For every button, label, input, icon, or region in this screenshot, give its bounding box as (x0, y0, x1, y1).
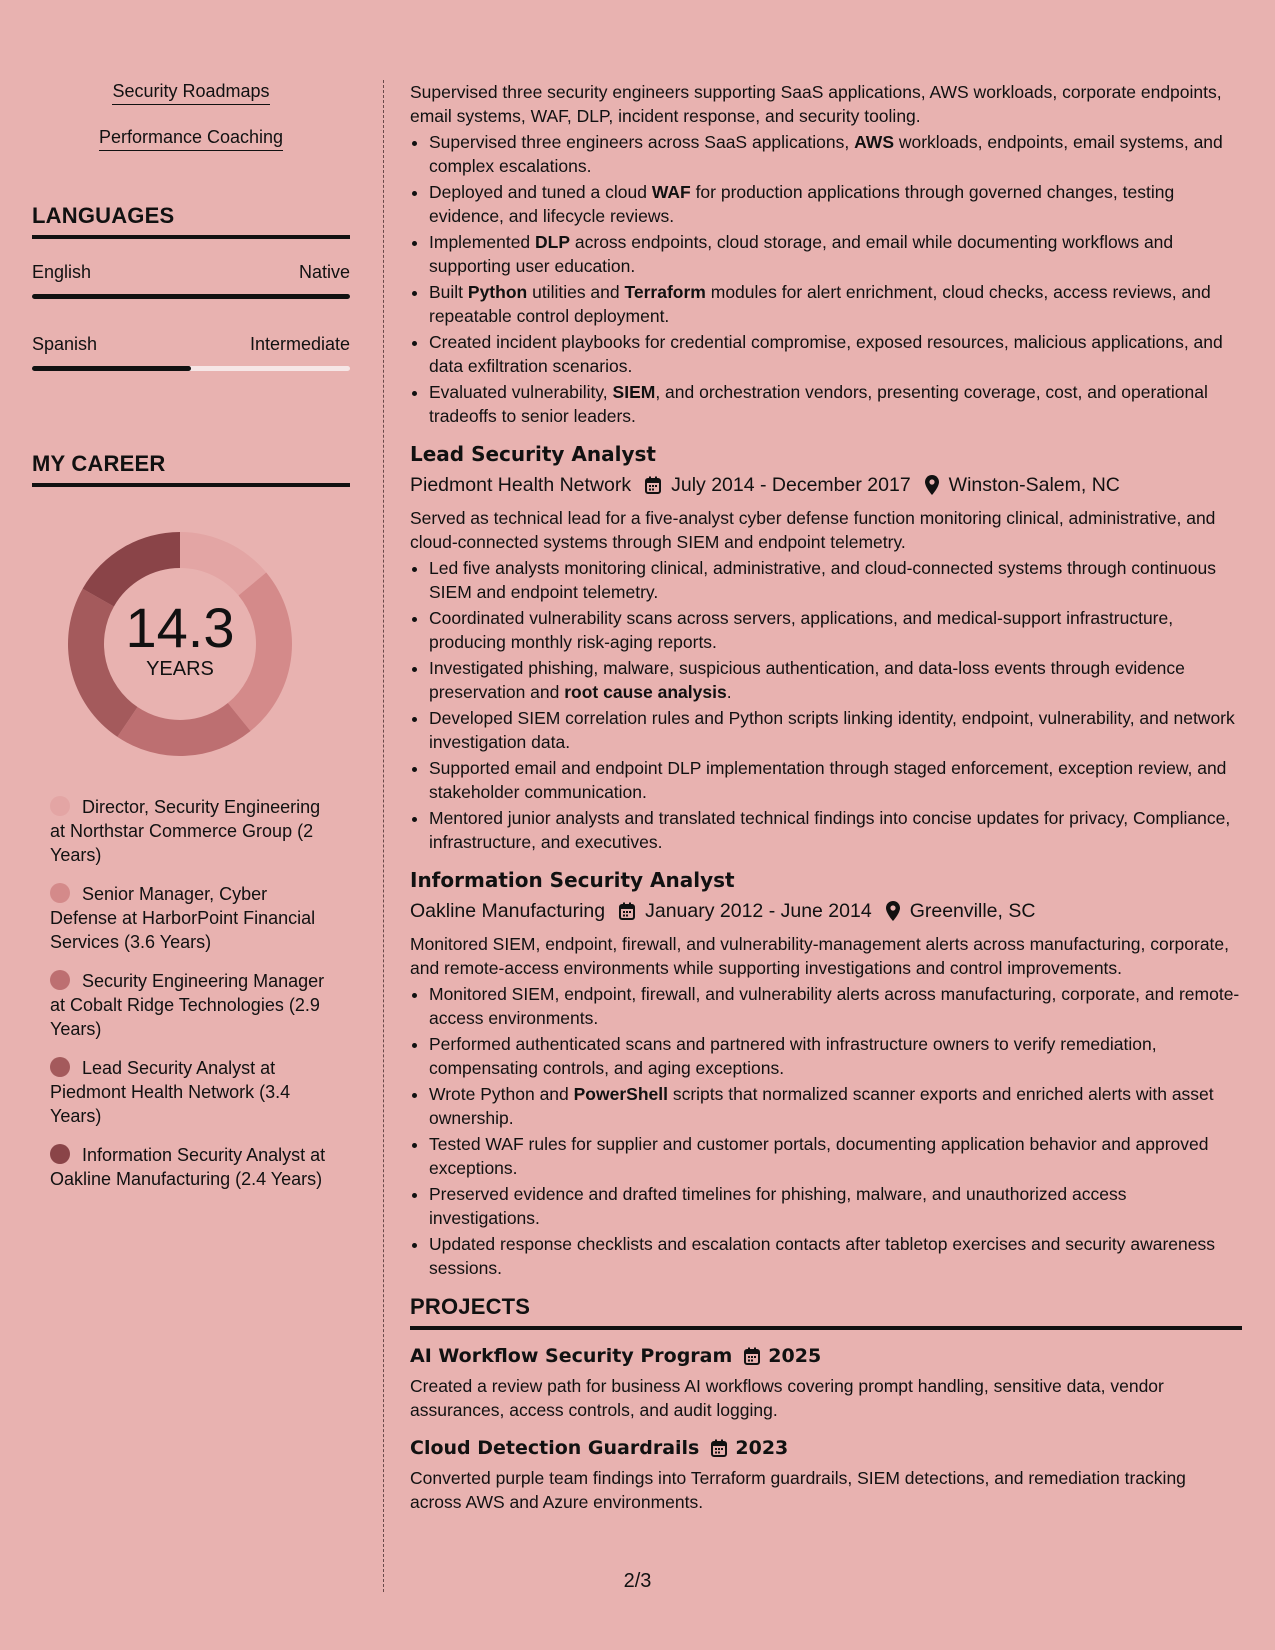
job-meta (410, 472, 1242, 498)
donut-slice-2 (117, 703, 250, 756)
job-dates: January 2012 - June 2014 (645, 900, 872, 922)
bullet-item: • Developed SIEM correlation rules and Python scripts linking identity, endpoint, vulnerability, and network investigation data. (429, 706, 1242, 754)
calendar-icon (619, 902, 635, 920)
job-company: Piedmont Health Network (410, 474, 632, 496)
language-bar-fill (32, 294, 350, 299)
legend-item: Senior Manager, Cyber Defense at HarborPoint Financial Services (3.6 Years) (50, 884, 316, 952)
job-entry (410, 440, 1242, 854)
language-name: English (32, 262, 92, 282)
career-section (32, 451, 350, 1191)
language-bar-fill (32, 366, 191, 371)
skill-item: Security Roadmaps (32, 80, 350, 105)
job-title: Information Security Analyst (410, 868, 735, 892)
job-entry (410, 866, 1242, 1280)
project-description: Converted purple team findings into Terraform guardrails, SIEM detections, and remediation tracking across AWS and Azure environments. (410, 1468, 1186, 1512)
legend-dot (50, 1057, 70, 1077)
bullet-item: • Supervised three engineers across SaaS applications, AWS workloads, endpoints, email systems, and complex escalations. (429, 130, 1242, 178)
language-row (32, 261, 350, 283)
legend-item: Lead Security Analyst at Piedmont Health Network (3.4 Years) (50, 1058, 291, 1126)
calendar-icon (711, 1439, 727, 1457)
bullet-item: • Wrote Python and PowerShell scripts that normalized scanner exports and enriched alerts with asset ownership. (429, 1082, 1242, 1130)
bullet-item: • Performed authenticated scans and partnered with infrastructure owners to verify remediation, compensating controls, and aging exceptions. (429, 1032, 1242, 1080)
project-title (410, 1434, 1242, 1462)
job-title: Lead Security Analyst (410, 442, 656, 466)
legend-dot (50, 970, 70, 990)
bullet-item: • Investigated phishing, malware, suspicious authentication, and data-loss events through evidence preservation and root cause analysis. (429, 656, 1242, 704)
bullet-item: • Tested WAF rules for supplier and customer portals, documenting application behavior and approved exceptions. (429, 1132, 1242, 1180)
project-name: Cloud Detection Guardrails (410, 1437, 700, 1459)
job-location: Greenville, SC (909, 900, 1036, 922)
skill-item: Performance Coaching (32, 126, 350, 151)
bullet-item: • Preserved evidence and drafted timelines for phishing, malware, and unauthorized access investigations. (429, 1182, 1242, 1230)
language-name: Spanish (32, 334, 98, 354)
legend-dot (50, 796, 70, 816)
sidebar (32, 80, 350, 1206)
language-bar (32, 294, 350, 299)
calendar-icon (744, 1347, 760, 1365)
total-years: 14.3 (125, 596, 235, 659)
legend-dot (50, 883, 70, 903)
job-summary: Served as technical lead for a five-analyst cyber defense function monitoring clinical, administrative, and cloud-connected systems through SIEM and endpoint telemetry. (410, 508, 1216, 552)
career-heading: MY CAREER (32, 451, 350, 487)
page-number: 2/3 (623, 1570, 652, 1592)
job-summary: Monitored SIEM, endpoint, firewall, and vulnerability-management alerts across manufacturing, corporate, and remote-access environments while supporting investigations and control improvements. (410, 934, 1230, 978)
bullet-item: • Mentored junior analysts and translated technical findings into concise updates for privacy, Compliance, infrastructure, and executives. (429, 806, 1242, 854)
bullet-item: • Updated response checklists and escalation contacts after tabletop exercises and security awareness sessions. (429, 1232, 1242, 1280)
years-label: YEARS (146, 658, 214, 680)
job-dates: July 2014 - December 2017 (671, 474, 911, 496)
project-description: Created a review path for business AI workflows covering prompt handling, sensitive data, vendor assurances, access controls, and audit logging. (410, 1376, 1164, 1420)
bullet-item: • Coordinated vulnerability scans across servers, applications, and medical-support infrastructure, producing monthly risk-aging reports. (429, 606, 1242, 654)
legend-item: Security Engineering Manager at Cobalt Ridge Technologies (2.9 Years) (50, 971, 325, 1039)
bullet-item: • Monitored SIEM, endpoint, firewall, and vulnerability alerts across manufacturing, corporate, and remote-access environments. (429, 982, 1242, 1030)
career-legend (50, 795, 330, 1191)
main-content (410, 80, 1242, 1514)
languages-heading: LANGUAGES (32, 203, 350, 239)
intro-summary: Supervised three security engineers supporting SaaS applications, AWS workloads, corporate endpoints, email systems, WAF, DLP, incident response, and security tooling. (410, 82, 1222, 126)
legend-item: Information Security Analyst at Oakline Manufacturing (2.4 Years) (50, 1145, 326, 1189)
project-name: AI Workflow Security Program (410, 1345, 733, 1367)
language-bar (32, 366, 350, 371)
language-level: Native (298, 262, 350, 282)
language-level: Intermediate (249, 334, 350, 354)
job-bullets (410, 982, 1242, 1280)
calendar-icon (645, 476, 661, 494)
projects-section (410, 1294, 1242, 1514)
project-year: 2025 (768, 1345, 822, 1367)
bullet-item: • Supported email and endpoint DLP implementation through staged enforcement, exception review, and stakeholder communication. (429, 756, 1242, 804)
location-pin-icon (886, 901, 900, 921)
bullet-item: • Created incident playbooks for credential compromise, exposed resources, malicious applications, and data exfiltration scenarios. (429, 330, 1242, 378)
project-year: 2023 (735, 1437, 789, 1459)
project-title (410, 1342, 1242, 1370)
projects-heading: PROJECTS (410, 1294, 1242, 1330)
languages-section (32, 203, 350, 371)
legend-item: Director, Security Engineering at Northstar Commerce Group (2 Years) (50, 797, 321, 865)
job-company: Oakline Manufacturing (410, 900, 606, 922)
bullet-item: • Deployed and tuned a cloud WAF for production applications through governed changes, testing evidence, and lifecycle reviews. (429, 180, 1242, 228)
legend-dot (50, 1144, 70, 1164)
language-row (32, 333, 350, 355)
bullet-item: • Evaluated vulnerability, SIEM, and orchestration vendors, presenting coverage, cost, and operational tradeoffs to senior leaders. (429, 380, 1242, 428)
bullet-item: • Led five analysts monitoring clinical, administrative, and cloud-connected systems through continuous SIEM and endpoint telemetry. (429, 556, 1242, 604)
bullet-item: • Implemented DLP across endpoints, cloud storage, and email while documenting workflows and supporting user education. (429, 230, 1242, 278)
job-meta (410, 898, 1242, 924)
bullet-item: • Built Python utilities and Terraform modules for alert enrichment, cloud checks, access reviews, and repeatable control deployment. (429, 280, 1242, 328)
location-pin-icon (925, 475, 939, 495)
column-divider (383, 80, 384, 1592)
job-location: Winston-Salem, NC (948, 474, 1120, 496)
career-donut-chart (65, 529, 295, 759)
intro-bullets (410, 130, 1242, 428)
job-bullets (410, 556, 1242, 854)
